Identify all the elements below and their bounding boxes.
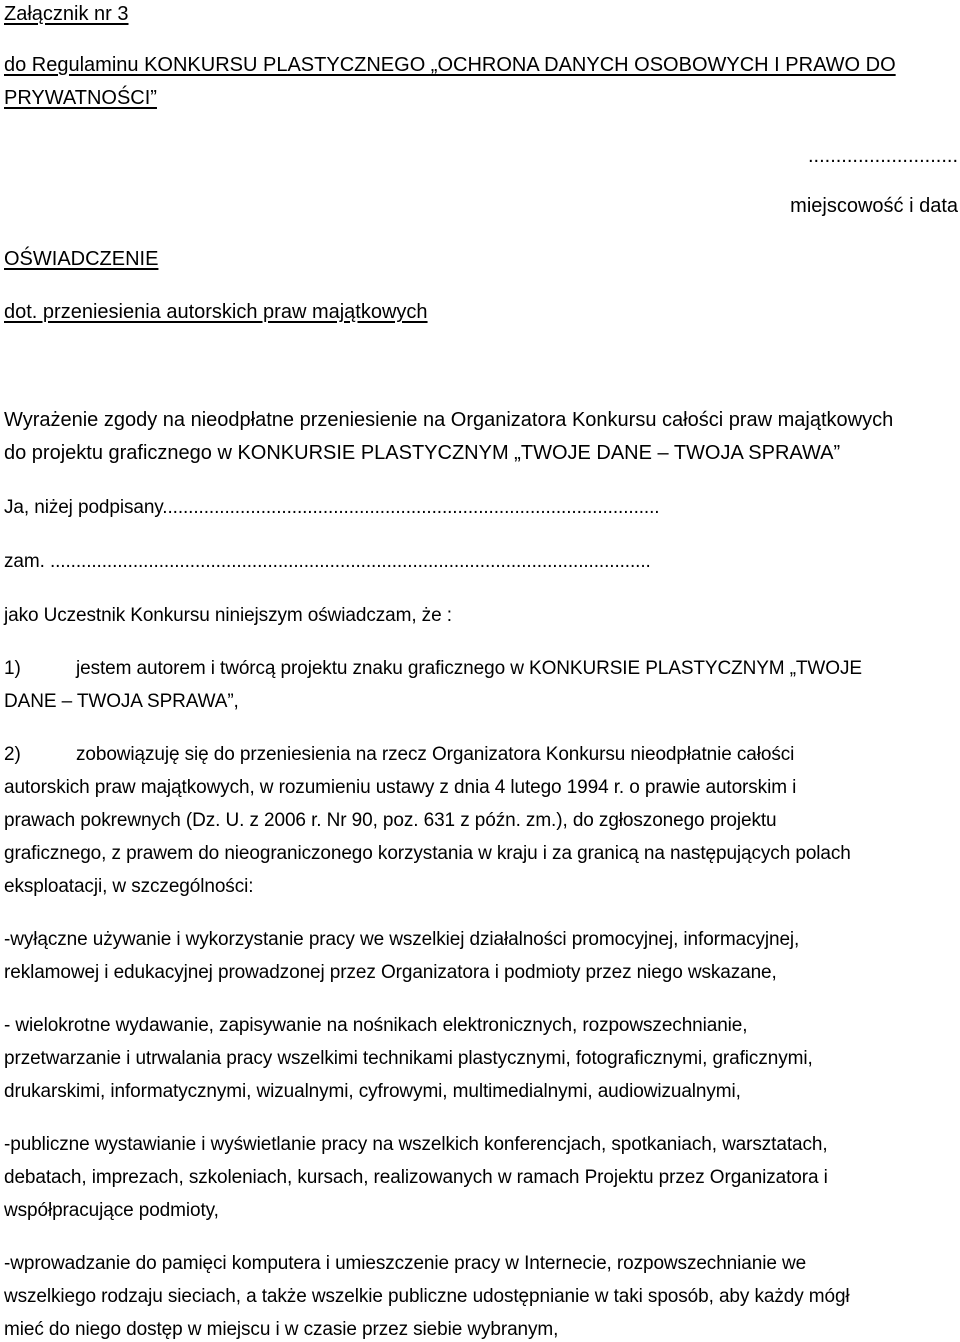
regulation-title-line1: do Regulaminu KONKURSU PLASTYCZNEGO „OCHRONA DANYCH OSOBOWYCH I PRAWO DO — [4, 54, 896, 76]
item-1-text: jestem autorem i twórcą projektu znaku graficznego w KONKURSIE PLASTYCZNYM „TWOJE — [76, 658, 862, 679]
field-1-line2: reklamowej i edukacyjnej prowadzonej przez Organizatora i podmioty przez niego wskazane, — [4, 962, 777, 983]
field-3-line2: debatach, imprezach, szkoleniach, kursach, realizowanych w ramach Projektu przez Organizatora i — [4, 1167, 828, 1188]
place-date-dots: ........................... — [807, 145, 958, 167]
annex-number: Załącznik nr 3 — [4, 3, 129, 25]
item-1-line2: DANE – TWOJA SPRAWA”, — [4, 691, 239, 712]
field-3-line3: współpracujące podmioty, — [4, 1200, 219, 1221]
field-4-line2: wszelkiego rodzaju sieciach, a także wszelkie publiczne udostępnianie w taki sposób, aby każdy mógł — [4, 1286, 850, 1307]
signed-field: Ja, niżej podpisany................................................................................................ — [4, 497, 660, 518]
item-2-line1 — [4, 743, 794, 767]
field-1-line1: -wyłączne używanie i wykorzystanie pracy we wszelkiej działalności promocyjnej, informacyjnej, — [4, 929, 800, 950]
item-2-line3: prawach pokrewnych (Dz. U. z 2006 r. Nr 90, poz. 631 z późn. zm.), do zgłoszonego projektu — [4, 810, 777, 831]
item-2-text: zobowiązuję się do przeniesienia na rzecz Organizatora Konkursu nieodpłatnie całości — [76, 744, 795, 765]
item-2-line4: graficznego, z prawem do nieograniczonego korzystania w kraju i za granicą na następujących polach — [4, 843, 851, 864]
field-4-line3: mieć do niego dostęp w miejscu i w czasie przez siebie wybranym, — [4, 1319, 559, 1340]
item-2-line2: autorskich praw majątkowych, w rozumieniu ustawy z dnia 4 lutego 1994 r. o prawie autorskim i — [4, 777, 797, 798]
field-4-line1: -wprowadzanie do pamięci komputera i umieszczenie pracy w Internecie, rozpowszechnianie we — [4, 1253, 807, 1274]
item-2-number: 2) — [4, 744, 21, 765]
address-field: zam. .................................................................................................................... — [4, 551, 651, 572]
field-2-line1: - wielokrotne wydawanie, zapisywanie na nośnikach elektronicznych, rozpowszechnianie, — [4, 1015, 748, 1036]
item-1-number: 1) — [4, 658, 21, 679]
document-heading: OŚWIADCZENIE — [4, 248, 159, 270]
field-2-line2: przetwarzanie i utrwalania pracy wszelkimi technikami plastycznymi, fotograficznymi, graficznymi, — [4, 1048, 813, 1069]
field-3-line1: -publiczne wystawianie i wyświetlanie pracy na wszelkich konferencjach, spotkaniach, warsztatach, — [4, 1134, 828, 1155]
item-1-line1 — [4, 657, 862, 681]
consent-line2: do projektu graficznego w KONKURSIE PLASTYCZNYM „TWOJE DANE – TWOJA SPRAWA” — [4, 442, 841, 464]
field-2-line3: drukarskimi, informatycznymi, wizualnymi, cyfrowymi, multimedialnymi, audiowizualnymi, — [4, 1081, 741, 1102]
consent-line1: Wyrażenie zgody na nieodpłatne przeniesienie na Organizatora Konkursu całości praw majątkowych — [4, 409, 894, 431]
place-date-label: miejscowość i data — [790, 195, 958, 217]
document-subheading: dot. przeniesienia autorskich praw majątkowych — [4, 301, 428, 323]
regulation-title-line2: PRYWATNOŚCI” — [4, 87, 157, 109]
intro-text: jako Uczestnik Konkursu niniejszym oświadczam, że : — [4, 605, 452, 626]
item-2-line5: eksploatacji, w szczególności: — [4, 876, 254, 897]
